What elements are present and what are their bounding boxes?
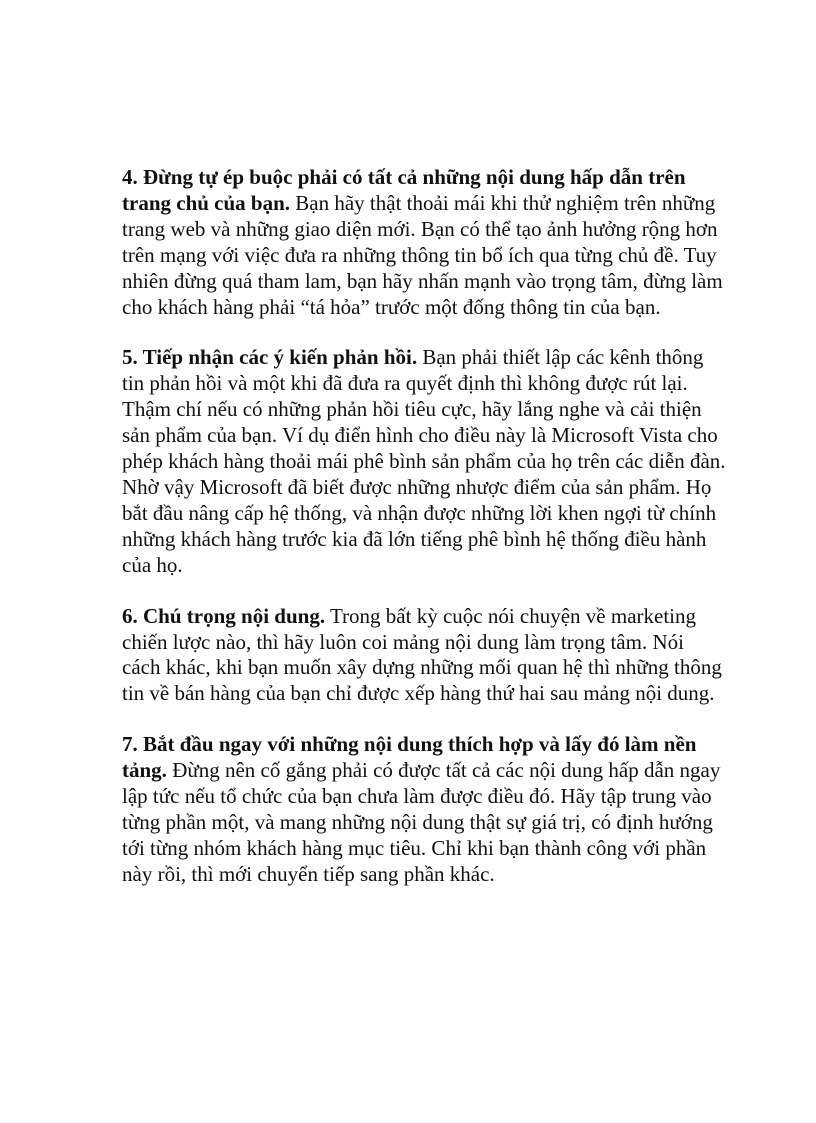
section-7-heading: 7. Bắt đầu ngay với những nội dung thích hợp và lấy đó làm nền tảng. — [122, 732, 697, 783]
section-4-body: Bạn hãy thật thoải mái khi thử nghiệm trên những trang web và những giao diện mới. Bạn có thể tạo ảnh hưởng rộng hơn trên mạng với việc đưa ra những thông tin bổ ích qua từng chủ đề. Tuy nhiên đừng quá tham lam, bạn hãy nhấn mạnh vào trọng tâm, đừng làm cho khách hàng phải “tá hỏa” trước một đống thông tin của bạn. — [122, 190, 723, 319]
section-6 — [122, 604, 727, 708]
section-5-heading: 5. Tiếp nhận các ý kiến phản hồi. — [122, 345, 418, 370]
document-body — [122, 165, 727, 913]
section-5-body: Bạn phải thiết lập các kênh thông tin phản hồi và một khi đã đưa ra quyết định thì không được rút lại. Thậm chí nếu có những phản hồi tiêu cực, hãy lắng nghe và cải thiện sản phẩm của bạn. Ví dụ điển hình cho điều này là Microsoft Vista cho phép khách hàng thoải mái phê bình sản phẩm của họ trên các diễn đàn. Nhờ vậy Microsoft đã biết được những nhược điểm của sản phẩm. Họ bắt đầu nâng cấp hệ thống, và nhận được những lời khen ngợi từ chính những khách hàng trước kia đã lớn tiếng phê bình hệ thống điều hành của họ. — [122, 345, 726, 577]
section-6-body: Trong bất kỳ cuộc nói chuyện về marketing chiến lược nào, thì hãy luôn coi mảng nội dung làm trọng tâm. Nói cách khác, khi bạn muốn xây dựng những mối quan hệ thì những thông tin về bán hàng của bạn chỉ được xếp hàng thứ hai sau mảng nội dung. — [122, 603, 722, 706]
section-4 — [122, 165, 727, 320]
section-6-heading: 6. Chú trọng nội dung. — [122, 603, 326, 628]
section-7 — [122, 732, 727, 887]
section-4-heading: 4. Đừng tự ép buộc phải có tất cả những nội dung hấp dẫn trên trang chủ của bạn. — [122, 165, 686, 215]
section-7-body: Đừng nên cố gắng phải có được tất cả các nội dung hấp dẫn ngay lập tức nếu tổ chức của bạn chưa làm được điều đó. Hãy tập trung vào từng phần một, và mang những nội dung thật sự giá trị, có định hướng tới từng nhóm khách hàng mục tiêu. Chỉ khi bạn thành công với phần này rồi, thì mới chuyển tiếp sang phần khác. — [122, 758, 721, 886]
section-5 — [122, 345, 727, 578]
